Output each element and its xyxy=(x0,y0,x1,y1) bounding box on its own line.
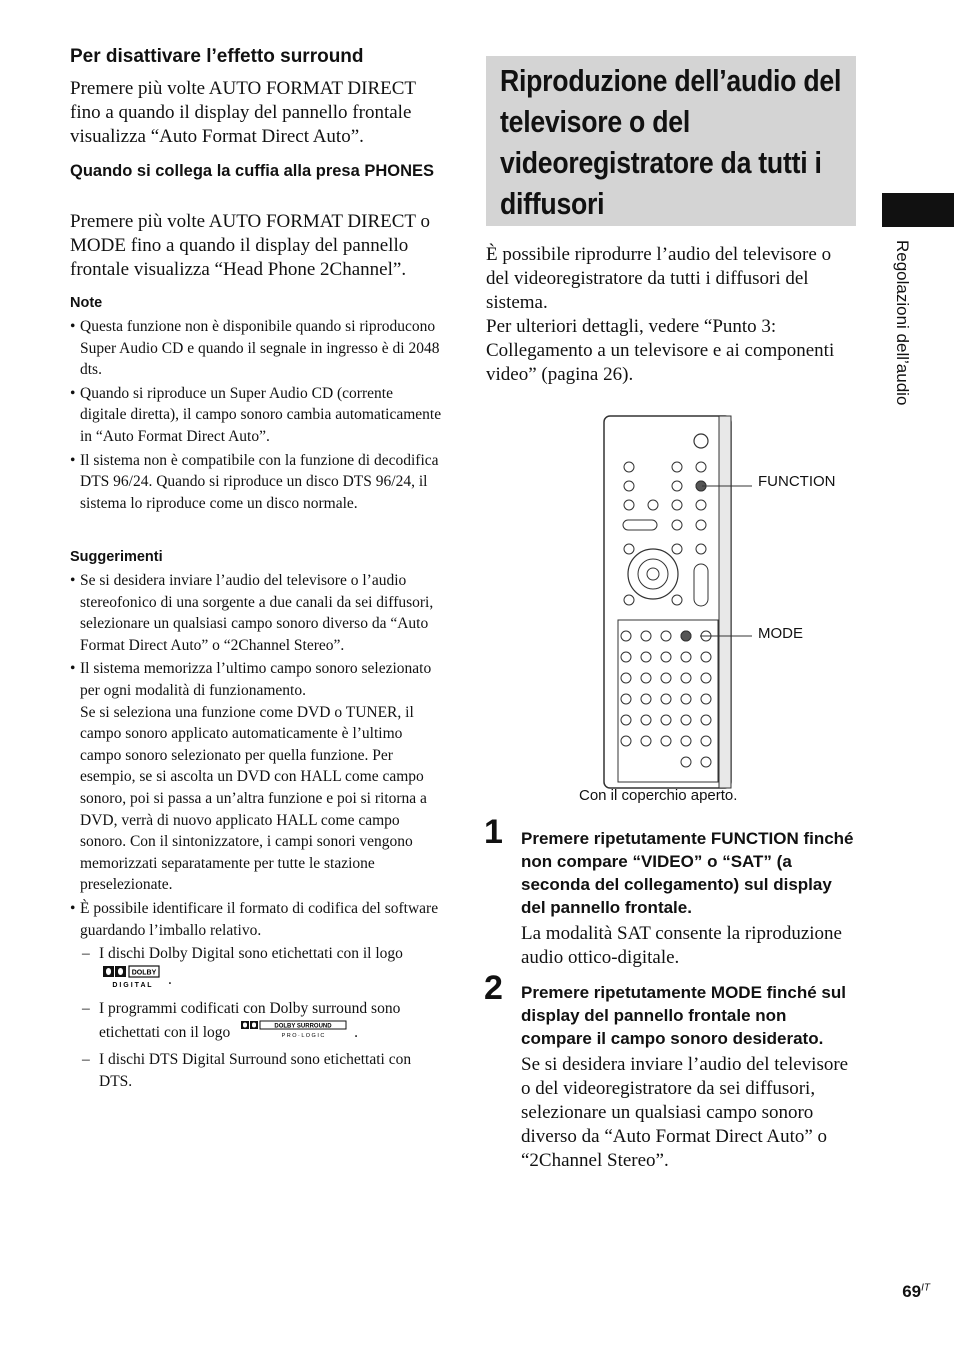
notes-heading: Note xyxy=(70,295,103,311)
note-item: • Questa funzione non è disponibile quando si riproducono Super Audio CD e quando il segnale in ingresso è di 2048 dts. xyxy=(70,316,442,381)
dolby-surround-logo xyxy=(240,1020,348,1047)
note-item: • Il sistema non è compatibile con la funzione di decodifica DTS 96/24. Quando si riproduce un disco DTS 96/24, il sistema lo riproduce come un disco normale. xyxy=(70,450,442,515)
step-number: 2 xyxy=(484,969,503,1007)
svg-text:DOLBY SURROUND: DOLBY SURROUND xyxy=(274,1023,332,1030)
page-title: Riproduzione dell’audio del televisore o del videoregistratore da tutti i diffusori xyxy=(500,63,842,221)
tip-item: • Se si desidera inviare l’audio del televisore o l’audio stereofonico di una sorgente a due canali da sei diffusori, selezionare un qualsiasi campo sonoro diverso da “Auto Format Direct Auto” o “2Channel Stereo”. xyxy=(70,570,442,656)
step-title: Premere ripetutamente MODE finché sul display del pannello frontale non compare il campo sonoro desiderato. xyxy=(521,983,846,1048)
dash-item: – I dischi DTS Digital Surround sono etichettati con DTS. xyxy=(70,1049,442,1092)
tips-heading: Suggerimenti xyxy=(70,549,163,565)
intro-text-2: Per ulteriori dettagli, vedere “Punto 3: Collegamento a un televisore e ai componenti video” (pagina 26). xyxy=(486,316,835,385)
step-title: Premere ripetutamente FUNCTION finché non compare “VIDEO” o “SAT” (a seconda del collegamento) sul display del pannello frontale. xyxy=(521,829,854,917)
dash-item xyxy=(70,943,442,995)
tips-list xyxy=(70,570,442,1096)
section-heading: Per disattivare l’effetto surround xyxy=(70,46,364,67)
right-intro xyxy=(486,243,854,387)
tip-item xyxy=(70,898,442,1093)
svg-text:D I G I T A L: D I G I T A L xyxy=(112,981,152,989)
dash-item xyxy=(70,998,442,1046)
figure-caption: Con il coperchio aperto. xyxy=(579,787,738,804)
mode-callout: MODE xyxy=(758,625,803,642)
callout-lines xyxy=(700,480,760,640)
svg-text:DOLBY: DOLBY xyxy=(131,969,157,977)
intro-text-1: È possibile riprodurre l’audio del televisore o del videoregistratore da tutti i diffusori del sistema. xyxy=(486,244,832,313)
svg-text:P R O · L O G I C: P R O · L O G I C xyxy=(281,1032,325,1039)
step-number: 1 xyxy=(484,813,503,851)
sub-heading: Quando si collega la cuffia alla presa PHONES xyxy=(70,162,435,180)
sub-paragraph: Premere più volte AUTO FORMAT DIRECT o MODE fino a quando il display del pannello frontale visualizza “Head Phone 2Channel”. xyxy=(70,211,430,280)
sidebar-label: Regolazioni dell’audio xyxy=(893,240,912,406)
page-number: $69^{IT}$ xyxy=(902,1282,930,1301)
tip-text: • Il sistema memorizza l’ultimo campo sonoro selezionato per ogni modalità di funzionamento. xyxy=(80,660,432,699)
tip-text: Se si seleziona una funzione come DVD o TUNER, il campo sonoro applicato automaticamente è l’ultimo campo sonoro selezionato per quella funzione. Per esempio, se si ascolta un DVD con HALL come campo sonoro, poi si passa a un’altra funzione e poi si ritorna a DVD, verrà di nuovo applicato HALL come campo sonoro. Con il sintonizzatore, i campi sonori vengono memorizzati separatamente per tutte le stazione preselezionate. xyxy=(80,703,427,894)
intro-paragraph: Premere più volte AUTO FORMAT DIRECT fino a quando il display del pannello frontale visualizza “Auto Format Direct Auto”. xyxy=(70,78,416,147)
sidebar-tab xyxy=(882,193,954,227)
tip-text: • È possibile identificare il formato di codifica del software guardando l’imballo relativo. xyxy=(80,899,439,939)
tip-item xyxy=(70,658,442,896)
notes-list xyxy=(70,316,442,516)
dash-text: I programmi codificati con Dolby surround sono etichettati con il logo xyxy=(99,1000,401,1041)
period: . xyxy=(168,970,172,988)
step-text: Se si desidera inviare l’audio del televisore o del videoregistratore da sei diffusori, selezionare un qualsiasi campo sonoro diverso da “Auto Format Direct Auto” o “2Channel Stereo”. xyxy=(521,1054,849,1171)
dash-text: I dischi Dolby Digital sono etichettati con il logo xyxy=(99,945,403,963)
step-text: La modalità SAT consente la riproduzione audio ottico-digitale. xyxy=(521,923,842,968)
period: . xyxy=(354,1023,359,1041)
note-item: • Quando si riproduce un Super Audio CD (corrente digitale diretta), il campo sonoro cambia automaticamente in “Auto Format Direct Auto”. xyxy=(70,383,442,448)
function-callout: FUNCTION xyxy=(758,473,836,490)
dolby-digital-logo xyxy=(102,965,162,996)
title-box xyxy=(486,56,856,226)
